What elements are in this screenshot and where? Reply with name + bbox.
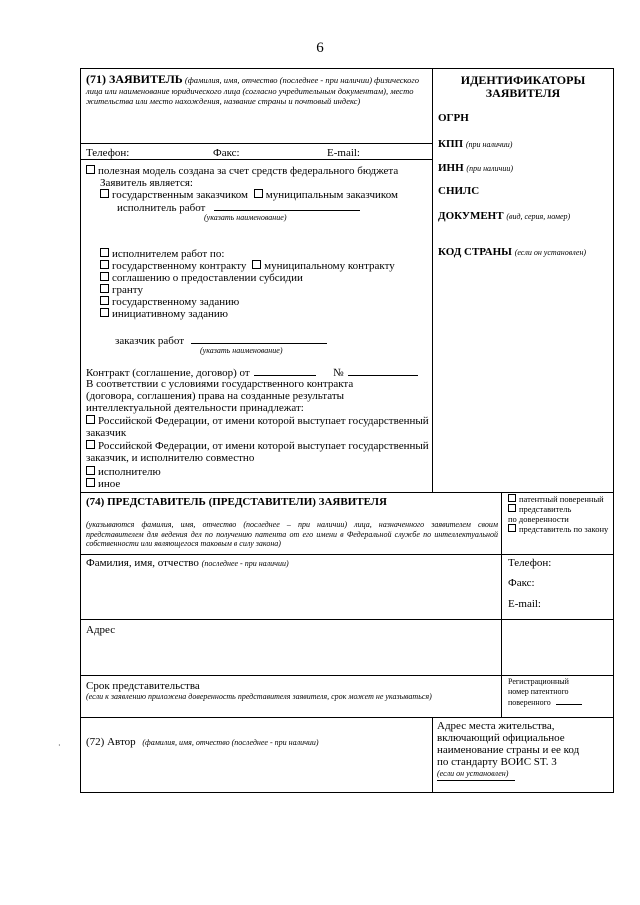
reg-number-field[interactable] — [556, 697, 582, 705]
rep-phone-label: Телефон: — [508, 557, 552, 569]
applicant-heading-note: (фамилия, имя, отчество (последнее - при наличии) физического лица или наименование юридического лица (согласно учредительным документам), место жительства или место нахождения, название страны и почтовый индекс) — [86, 75, 419, 106]
checkbox-state-customer[interactable] — [100, 189, 109, 198]
contract-number-field[interactable] — [348, 366, 418, 376]
applicant-phone-label: Телефон: — [86, 147, 130, 159]
specify-name-hint-2: (указать наименование) — [200, 346, 283, 355]
executor-works-option: исполнителем работ по: — [100, 248, 224, 260]
opt-legal: представитель по закону — [508, 524, 608, 534]
author-address-line1: Адрес места жительства, — [437, 720, 555, 732]
checkbox-other[interactable] — [86, 478, 95, 487]
specify-name-hint: (указать наименование) — [204, 213, 287, 222]
rf-customer-option: Российской Федерации, от имени которой выступает государственный заказчик — [86, 415, 429, 439]
opt-proxy: представитель — [508, 504, 571, 514]
checkbox-grant[interactable] — [100, 284, 109, 293]
initiative-task-option: инициативному заданию — [100, 308, 228, 320]
rep-email-label: E-mail: — [508, 598, 541, 610]
checkbox-legal-representative[interactable] — [508, 524, 516, 532]
author-address-line4: по стандарту ВОИС ST. 3 — [437, 756, 557, 768]
contractor-row: исполнитель работ — [117, 201, 360, 214]
federal-budget-option[interactable]: полезная модель создана за счет средств федерального бюджета — [86, 165, 398, 177]
checkbox-state-task[interactable] — [100, 296, 109, 305]
form-table — [80, 68, 614, 793]
checkbox-municipal-contract[interactable] — [252, 260, 261, 269]
identifiers-title-2: ЗАЯВИТЕЛЯ — [485, 86, 561, 100]
identifiers-title-1: ИДЕНТИФИКАТОРЫ — [460, 73, 586, 87]
contract-type-row: государственному контракту муниципальному контракту — [100, 260, 395, 272]
applicant-is-label: Заявитель является: — [100, 177, 193, 189]
ogrn-label: ОГРН — [438, 112, 469, 124]
rep-address-label: Адрес — [86, 624, 116, 636]
checkbox-state-contract[interactable] — [100, 260, 109, 269]
document-row: ДОКУМЕНТ (вид, серия, номер) — [438, 210, 571, 222]
rep-term-note: (если к заявлению приложена доверенность представителя заявителя, срок может не указываться) — [86, 692, 432, 701]
country-code-row: КОД СТРАНЫ (если он установлен) — [438, 246, 587, 258]
checkbox-executor[interactable] — [86, 466, 95, 475]
author-address-line3: наименование страны и ее код — [437, 744, 580, 756]
snils-label: СНИЛС — [438, 185, 480, 197]
author-address-note: (если он установлен) — [437, 769, 509, 778]
applicant-fax-label: Факс: — [213, 147, 240, 159]
reg-number-line1: Регистрационный — [508, 677, 569, 686]
applicant-heading-block — [86, 73, 430, 106]
grant-option: гранту — [100, 284, 143, 296]
contract-date-row: Контракт (соглашение, договор) от № — [86, 366, 418, 379]
author-address-line2: включающий официальное — [437, 732, 565, 744]
kpp-row: КПП (при наличии) — [438, 138, 513, 150]
margin-mark: · — [58, 741, 61, 750]
executor-option: исполнителю — [86, 466, 161, 478]
checkbox-executor-works[interactable] — [100, 248, 109, 257]
contractor-name-field[interactable] — [214, 201, 360, 211]
other-option: иное — [86, 478, 120, 490]
checkbox-rf-customer-joint[interactable] — [86, 440, 95, 449]
rep-full-name-row: Фамилия, имя, отчество (последнее - при наличии) — [86, 557, 289, 569]
representative-note: (указываются фамилия, имя, отчество (последнее – при наличии) лица, назначенного заявителем своим представителем для ведения дел по получению патента от его имени в Федеральной службе по интеллектуальной собственности или являющегося таковым в силу закона) — [86, 520, 498, 548]
opt-proxy-line2: по доверенности — [508, 514, 569, 524]
checkbox-subsidy[interactable] — [100, 272, 109, 281]
applicant-email-label: E-mail: — [327, 147, 360, 159]
subsidy-option: соглашению о предоставлении субсидии — [100, 272, 303, 284]
checkbox-initiative-task[interactable] — [100, 308, 109, 317]
checkbox-proxy[interactable] — [508, 504, 516, 512]
rights-text: В соответствии с условиями государственного контракта (договора, соглашения) права на созданные результаты интеллектуальной деятельности принадлежат: — [86, 378, 354, 414]
state-task-option: государственному заданию — [100, 296, 239, 308]
customer-name-field[interactable] — [191, 334, 327, 344]
author-row: (72) Автор (фамилия, имя, отчество (последнее - при наличии) — [86, 736, 319, 748]
representative-heading: (74) ПРЕДСТАВИТЕЛЬ (ПРЕДСТАВИТЕЛИ) ЗАЯВИТЕЛЯ — [86, 496, 387, 508]
customer-row: заказчик работ — [115, 334, 327, 347]
rf-customer-joint-option: Российской Федерации, от имени которой выступает государственный заказчик, и исполнителю совместно — [86, 440, 429, 464]
checkbox-rf-customer[interactable] — [86, 415, 95, 424]
customer-type-row: государственным заказчиком муниципальным заказчиком — [100, 189, 398, 201]
checkbox[interactable] — [86, 165, 95, 174]
applicant-heading: (71) ЗАЯВИТЕЛЬ — [86, 72, 183, 86]
rep-fax-label: Факс: — [508, 577, 535, 589]
checkbox-patent-attorney[interactable] — [508, 494, 516, 502]
rep-term-label: Срок представительства — [86, 680, 200, 692]
checkbox-municipal-customer[interactable] — [254, 189, 263, 198]
reg-number-line2: номер патентного — [508, 687, 569, 696]
contract-date-field[interactable] — [254, 366, 316, 376]
page-number: 6 — [316, 40, 324, 56]
opt-patent-attorney: патентный поверенный — [508, 494, 604, 504]
inn-row: ИНН (при наличии) — [438, 162, 514, 174]
reg-number-line3: поверенного — [508, 697, 582, 708]
